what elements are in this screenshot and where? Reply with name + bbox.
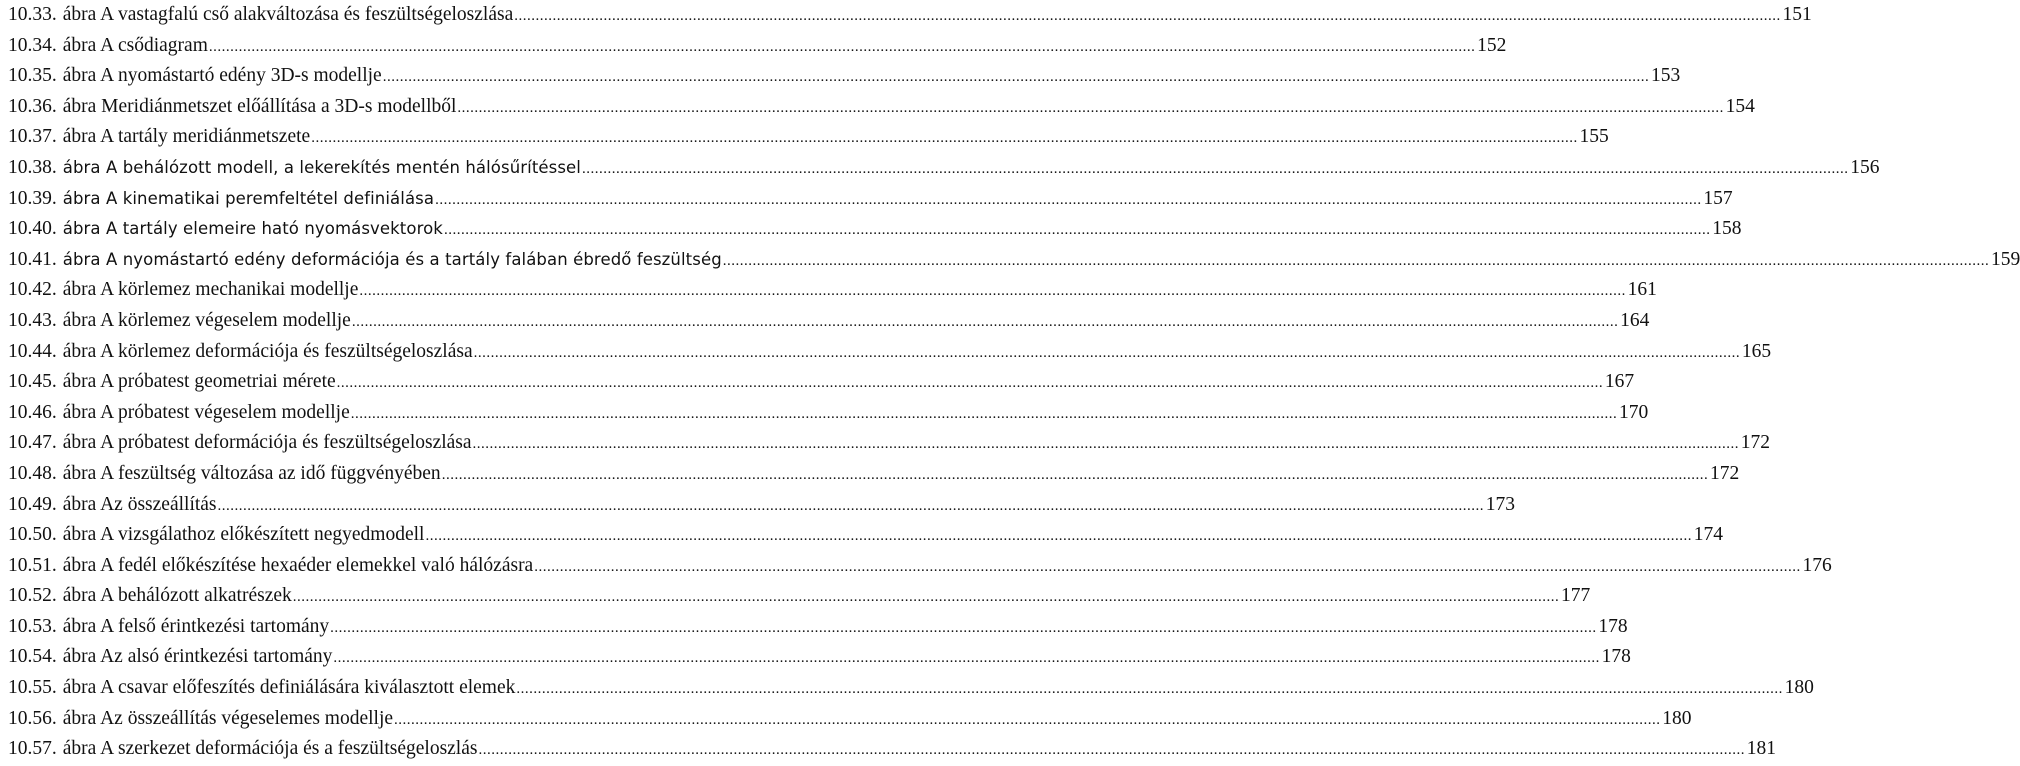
figure-number: 10.51. bbox=[8, 554, 57, 576]
figure-title: ábra A felső érintkezési tartomány bbox=[62, 615, 330, 637]
page-number: 164 bbox=[1620, 309, 1650, 331]
dot-leader bbox=[394, 705, 1661, 736]
dot-leader bbox=[359, 276, 1626, 307]
dot-leader bbox=[473, 429, 1740, 460]
figure-title: ábra A csavar előfeszítés definiálására kiválasztott elemek bbox=[62, 677, 516, 699]
toc-entry[interactable] bbox=[8, 520, 1723, 551]
page-number: 152 bbox=[1477, 34, 1507, 56]
toc-entry[interactable] bbox=[8, 581, 1591, 612]
page-number: 155 bbox=[1579, 126, 1609, 148]
figure-title: ábra A tartály elemeire ható nyomásvektorok bbox=[62, 219, 443, 239]
figure-title: ábra A csődiagram bbox=[62, 34, 208, 56]
figure-title: ábra A behálózott modell, a lekerekítés mentén hálósűrítéssel bbox=[62, 157, 581, 177]
page-number: 176 bbox=[1802, 554, 1832, 576]
dot-leader bbox=[293, 582, 1560, 613]
page-number: 167 bbox=[1604, 371, 1635, 393]
toc-entry[interactable] bbox=[8, 642, 1631, 673]
figure-number: 10.50. bbox=[8, 524, 57, 546]
figure-number: 10.49. bbox=[8, 493, 57, 515]
figure-title: ábra A tartály meridiánmetszete bbox=[62, 126, 311, 148]
figure-number: 10.45. bbox=[8, 371, 57, 393]
toc-entry[interactable] bbox=[8, 184, 1733, 215]
page-number: 181 bbox=[1746, 738, 1776, 760]
page-number: 172 bbox=[1709, 462, 1740, 484]
figure-title: ábra Az alsó érintkezési tartomány bbox=[62, 646, 333, 668]
figure-title: ábra A szerkezet deformációja és a feszültségeloszlás bbox=[62, 738, 478, 760]
figure-number: 10.54. bbox=[8, 646, 57, 668]
figure-title: ábra A nyomástartó edény deformációja és a tartály falában ébredő feszültség bbox=[62, 249, 722, 269]
toc-entry[interactable] bbox=[8, 367, 1635, 398]
page-number: 161 bbox=[1627, 279, 1657, 301]
toc-entry[interactable] bbox=[8, 337, 1772, 368]
figure-number: 10.42. bbox=[8, 279, 57, 301]
figure-title: ábra A körlemez végeselem modellje bbox=[62, 309, 351, 331]
figure-number: 10.43. bbox=[8, 309, 57, 331]
figure-number: 10.46. bbox=[8, 401, 57, 423]
page-number: 154 bbox=[1725, 95, 1755, 117]
dot-leader bbox=[435, 185, 1702, 216]
dot-leader bbox=[383, 62, 1650, 93]
page-number: 151 bbox=[1782, 4, 1812, 25]
toc-entry[interactable] bbox=[8, 459, 1740, 490]
toc-entry[interactable] bbox=[8, 122, 1609, 153]
dot-leader bbox=[330, 613, 1597, 644]
figure-title: ábra A körlemez mechanikai modellje bbox=[62, 279, 359, 301]
toc-entry[interactable] bbox=[8, 551, 1832, 582]
toc-entry[interactable] bbox=[8, 31, 1507, 62]
figure-number: 10.57. bbox=[8, 738, 57, 760]
figure-title: ábra A körlemez deformációja és feszültségeloszlása bbox=[62, 340, 473, 362]
page-number: 158 bbox=[1712, 218, 1742, 240]
figure-title: ábra A behálózott alkatrészek bbox=[62, 585, 292, 607]
figure-number: 10.44. bbox=[8, 340, 57, 362]
dot-leader bbox=[582, 154, 1849, 185]
figure-number: 10.55. bbox=[8, 677, 57, 699]
figure-number: 10.33. bbox=[8, 4, 57, 25]
figure-number: 10.52. bbox=[8, 585, 57, 607]
page-number: 172 bbox=[1740, 432, 1771, 454]
toc-entry[interactable] bbox=[8, 612, 1628, 643]
page-number: 180 bbox=[1784, 677, 1814, 699]
figure-number: 10.40. bbox=[8, 218, 57, 240]
dot-leader bbox=[534, 552, 1801, 583]
dot-leader bbox=[444, 215, 1711, 246]
page-number: 174 bbox=[1693, 524, 1723, 546]
page-number: 165 bbox=[1741, 340, 1772, 362]
dot-leader bbox=[474, 338, 1741, 369]
toc-entry[interactable] bbox=[8, 214, 1742, 245]
toc-entry[interactable] bbox=[8, 398, 1649, 429]
page-number: 178 bbox=[1598, 615, 1628, 637]
figure-number: 10.34. bbox=[8, 34, 57, 56]
toc-entry[interactable] bbox=[8, 245, 2020, 276]
figure-number: 10.35. bbox=[8, 65, 57, 87]
figure-title: ábra A nyomástartó edény 3D-s modellje bbox=[62, 65, 382, 87]
toc-entry[interactable] bbox=[8, 490, 1516, 521]
page-number: 153 bbox=[1650, 65, 1681, 87]
table-of-figures bbox=[8, 0, 2020, 765]
figure-number: 10.39. bbox=[8, 187, 57, 209]
page-number: 173 bbox=[1485, 493, 1516, 515]
page-number: 157 bbox=[1703, 187, 1733, 209]
toc-entry[interactable] bbox=[8, 734, 1776, 765]
figure-number: 10.47. bbox=[8, 432, 57, 454]
dot-leader bbox=[333, 643, 1600, 674]
dot-leader bbox=[723, 246, 1990, 277]
figure-title: ábra A vastagfalú cső alakváltozása és feszültségeloszlása bbox=[62, 4, 514, 25]
figure-title: ábra Az összeállítás bbox=[62, 493, 217, 515]
toc-entry[interactable] bbox=[8, 306, 1650, 337]
figure-number: 10.38. bbox=[8, 156, 57, 178]
dot-leader bbox=[218, 491, 1485, 522]
page-number: 178 bbox=[1601, 646, 1631, 668]
toc-entry[interactable] bbox=[8, 92, 1755, 123]
toc-entry[interactable] bbox=[8, 61, 1681, 92]
dot-leader bbox=[516, 674, 1783, 705]
toc-entry[interactable] bbox=[8, 673, 1814, 704]
dot-leader bbox=[457, 93, 1724, 124]
figure-title: ábra A próbatest geometriai mérete bbox=[62, 371, 336, 393]
page-number: 180 bbox=[1662, 707, 1692, 729]
figure-title: ábra Az összeállítás végeselemes modellje bbox=[62, 707, 394, 729]
dot-leader bbox=[442, 460, 1709, 491]
page-number: 156 bbox=[1850, 156, 1880, 178]
toc-entry[interactable] bbox=[8, 428, 1771, 459]
toc-entry[interactable] bbox=[8, 153, 1880, 184]
page-number: 170 bbox=[1619, 401, 1649, 423]
dot-leader bbox=[351, 399, 1618, 430]
page-number: 159 bbox=[1991, 248, 2020, 270]
figure-title: ábra A vizsgálathoz előkészített negyedmodell bbox=[62, 524, 425, 546]
toc-entry[interactable] bbox=[8, 275, 1657, 306]
page-number: 177 bbox=[1561, 585, 1591, 607]
figure-number: 10.36. bbox=[8, 95, 57, 117]
figure-title: ábra A kinematikai peremfeltétel definiálása bbox=[62, 188, 435, 208]
figure-number: 10.37. bbox=[8, 126, 57, 148]
toc-entry[interactable] bbox=[8, 0, 1812, 31]
figure-number: 10.48. bbox=[8, 462, 57, 484]
toc-entry[interactable] bbox=[8, 704, 1692, 735]
figure-title: ábra Meridiánmetszet előállítása a 3D-s modellből bbox=[62, 95, 457, 117]
figure-number: 10.41. bbox=[8, 248, 57, 270]
figure-title: ábra A fedél előkészítése hexaéder elemekkel való hálózásra bbox=[62, 554, 534, 576]
dot-leader bbox=[478, 735, 1745, 766]
figure-title: ábra A próbatest végeselem modellje bbox=[62, 401, 350, 423]
dot-leader bbox=[209, 32, 1476, 63]
dot-leader bbox=[311, 123, 1578, 154]
dot-leader bbox=[425, 521, 1692, 552]
figure-number: 10.53. bbox=[8, 615, 57, 637]
dot-leader bbox=[352, 307, 1619, 338]
figure-title: ábra A próbatest deformációja és feszültségeloszlása bbox=[62, 432, 472, 454]
figure-title: ábra A feszültség változása az idő függvényében bbox=[62, 462, 441, 484]
figure-number: 10.56. bbox=[8, 707, 57, 729]
dot-leader bbox=[514, 1, 1781, 32]
dot-leader bbox=[337, 368, 1604, 399]
